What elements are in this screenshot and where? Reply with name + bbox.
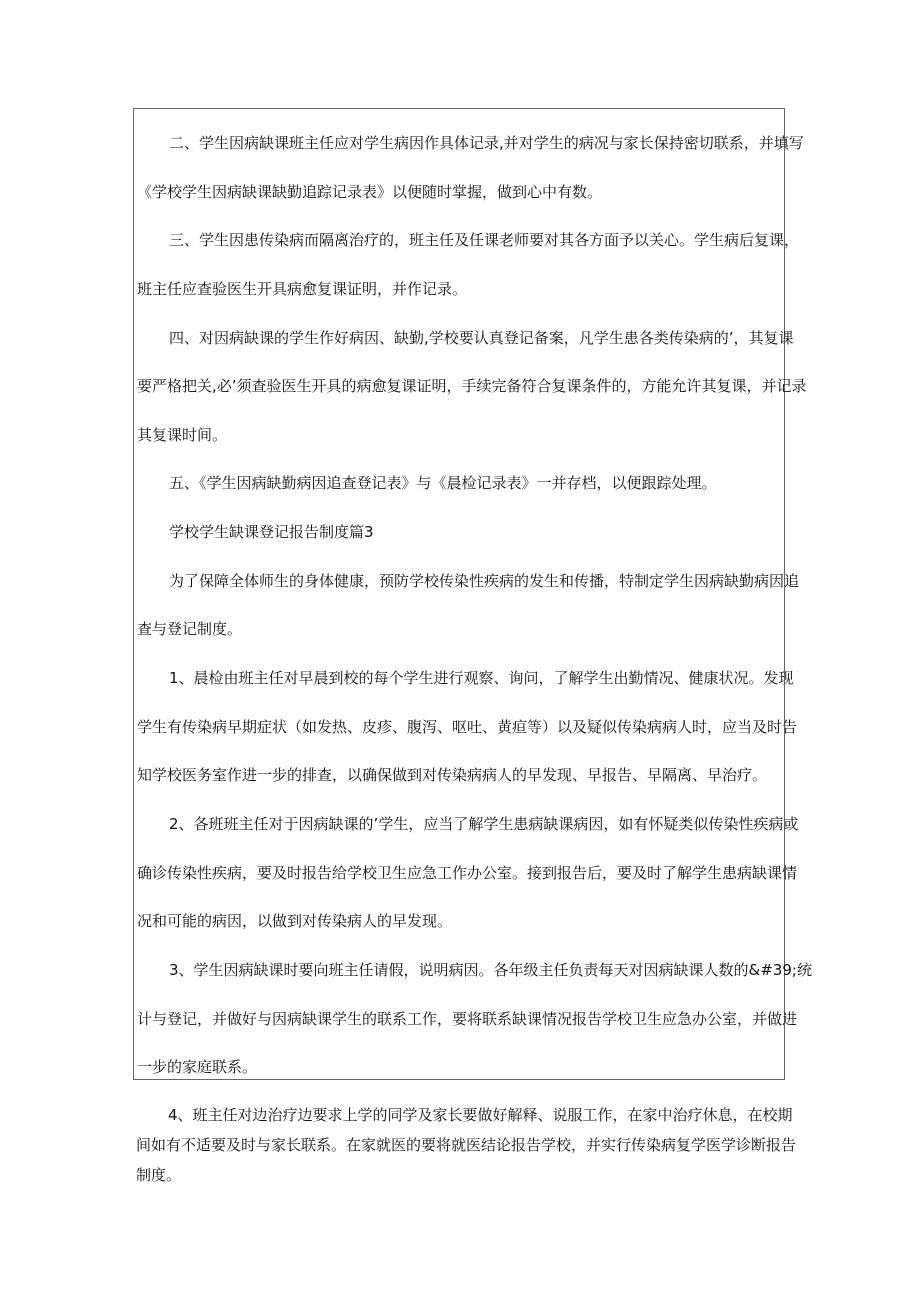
paragraph-line: 班主任应查验医生开具病愈复课证明，并作记录。 (137, 279, 468, 298)
paragraph-line: 五、《学生因病缺勤病因追查登记表》与《晨检记录表》一并存档，以便跟踪处理。 (169, 474, 717, 493)
paragraph-line: 《学校学生因病缺课缺勤追踪记录表》以便随时掌握，做到心中有数。 (137, 182, 603, 201)
paragraph-line: 四、对因病缺课的学生作好病因、缺勤,学校要认真登记备案，凡学生患各类传染病的’，其复课 (169, 328, 794, 347)
paragraph-line: 计与登记，并做好与因病缺课学生的联系工作，要将联系缺课情况报告学校卫生应急办公室，并做进 (137, 1009, 798, 1028)
paragraph-line: 知学校医务室作进一步的排查，以确保做到对传染病病人的早发现、早报告、早隔离、早治疗。 (137, 766, 768, 785)
paragraph-line: 要严格把关,必’须查验医生开具的病愈复课证明，手续完备符合复课条件的，方能允许其复课，并记录 (137, 377, 807, 396)
trailing-paragraph (136, 1100, 797, 1190)
paragraph-line: 况和可能的病因，以做到对传染病人的早发现。 (137, 912, 453, 931)
paragraph-line: 4、班主任对边治疗边要求上学的同学及家长要做好解释、说服工作，在家中治疗休息，在校期 (168, 1106, 793, 1124)
paragraph-line: 三、学生因患传染病而隔离治疗的，班主任及任课老师要对其各方面予以关心。学生病后复课， (169, 231, 800, 250)
paragraph-line: 间如有不适要及时与家长联系。在家就医的要将就医结论报告学校，并实行传染病复学医学诊断报告 (136, 1136, 797, 1154)
paragraph-line: 制度。 (136, 1166, 182, 1184)
paragraph-line: 二、学生因病缺课班主任应对学生病因作具体记录,并对学生的病况与家长保持密切联系，并填写 (169, 134, 804, 152)
paragraph-line: 学生有传染病早期症状（如发热、皮疹、腹泻、呕吐、黄疸等）以及疑似传染病病人时，应当及时告 (137, 717, 798, 736)
paragraph-line: 为了保障全体师生的身体健康，预防学校传染性疾病的发生和传播，特制定学生因病缺勤病因追 (169, 571, 800, 590)
paragraph-line: 确诊传染性疾病，要及时报告给学校卫生应急工作办公室。接到报告后，要及时了解学生患病缺课情 (137, 863, 798, 882)
bordered-text-frame (133, 108, 812, 1080)
paragraph-line: 2、各班班主任对于因病缺课的’学生，应当了解学生患病缺课病因，如有怀疑类似传染性疾病或 (169, 814, 799, 833)
paragraph-line: 其复课时间。 (137, 425, 228, 444)
paragraph-line: 一步的家庭联系。 (137, 1058, 258, 1077)
paragraph-line: 3、学生因病缺课时要向班主任请假，说明病因。各年级主任负责每天对因病缺课人数的&#39;统 (169, 960, 812, 979)
paragraph-line: 学校学生缺课登记报告制度篇3 (169, 523, 374, 542)
paragraph-line: 1、晨检由班主任对早晨到校的每个学生进行观察、询问，了解学生出勤情况、健康状况。发现 (169, 669, 794, 688)
paragraph-line: 查与登记制度。 (137, 620, 243, 639)
